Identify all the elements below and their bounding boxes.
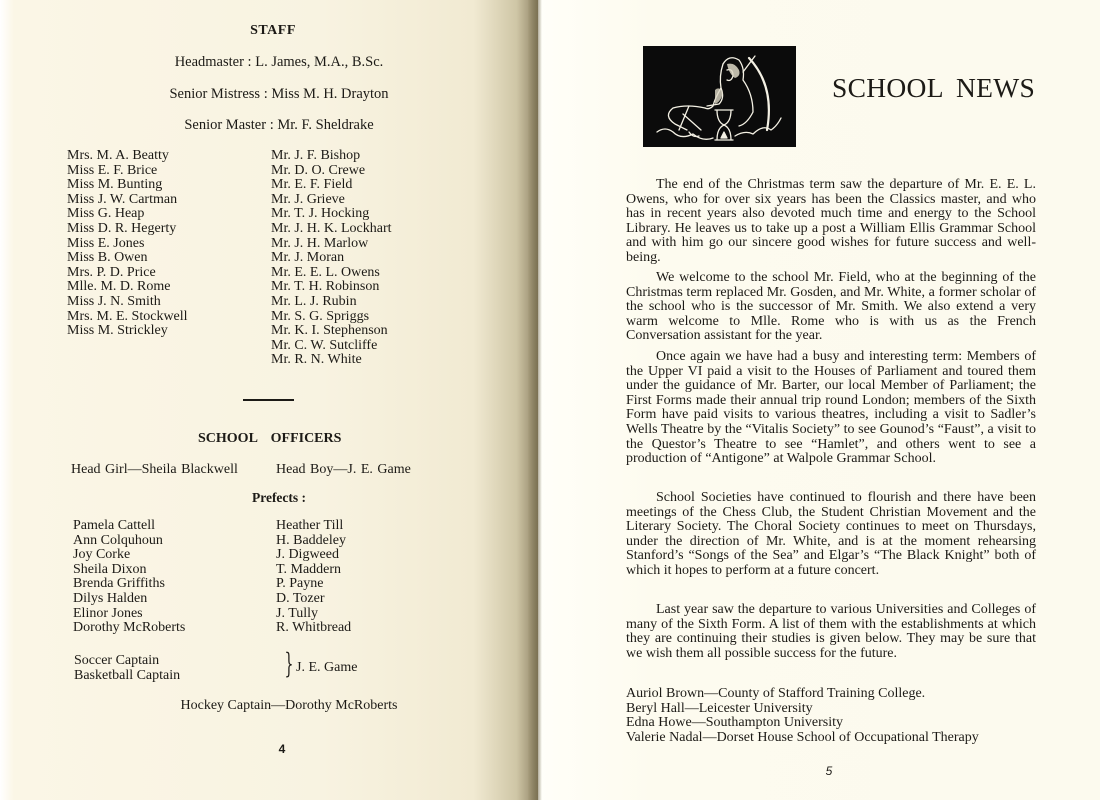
staff-member: Mr. T. J. Hocking	[271, 206, 370, 222]
graduate-entry: Auriol Brown—County of Stafford Training College.	[626, 686, 926, 701]
section-divider	[243, 399, 294, 401]
graduate-entry: Valerie Nadal—Dorset House School of Occupational Therapy	[626, 729, 979, 745]
staff-member: Miss M. Bunting	[67, 177, 163, 193]
staff-member: Mr. D. O. Crewe	[271, 162, 366, 178]
staff-member: Mrs. M. E. Stockwell	[67, 308, 188, 324]
staff-member: Miss D. R. Hegerty	[67, 220, 177, 236]
staff-member: Miss M. Strickley	[67, 323, 168, 339]
prefect: Heather Till	[276, 518, 344, 533]
brace-symbol: }	[284, 647, 294, 680]
prefect: Pamela Cattell	[73, 518, 156, 533]
news-paragraph: Once again we have had a busy and interesting term: Members of the Upper VI paid a visit to the Houses of Parliament and toured them under the guidance of Mr. Barter, our local Member of Parliament; the First Forms made their annual trip round London; members of the Sixth Form have paid visits to various theatres, including a visit to Sadler’s Wells Theatre by the “Vitalis Society” to see Gounod’s “Faust”, a visit to the Questor’s Theatre to see “Hamlet”, and others went to see a production of “Antigone” at Walpole Grammar School.	[626, 349, 1036, 467]
prefect: R. Whitbread	[276, 620, 352, 636]
staff-member: Mlle. M. D. Rome	[67, 279, 171, 295]
news-paragraph: We welcome to the school Mr. Field, who at the beginning of the Christmas term replaced Mr. Gosden, and Mr. White, a former scholar of the school who is the successor of Mr. Smith. We also extend a very warm welcome to Mlle. Rome who is with us as the French Conversation assistant for the year.	[626, 270, 1036, 344]
staff-member: Mr. S. G. Spriggs	[271, 308, 370, 324]
school-officers-heading: SCHOOL OFFICERS	[198, 431, 342, 446]
school-news-heading: SCHOOL NEWS	[832, 72, 1036, 103]
reaper-icon	[643, 46, 796, 147]
grim-reaper-illustration	[643, 46, 796, 147]
page-number-left: 4	[278, 742, 286, 756]
staff-member: Miss E. F. Brice	[67, 162, 158, 178]
graduate-entry: Beryl Hall—Leicester University	[626, 700, 813, 716]
staff-member: Mr. J. H. K. Lockhart	[271, 220, 392, 236]
basketball-captain-label: Basketball Captain	[74, 667, 181, 683]
staff-list-women	[67, 149, 188, 339]
staff-member: Miss B. Owen	[67, 250, 148, 266]
staff-member: Miss J. N. Smith	[67, 293, 161, 309]
staff-member: Miss E. Jones	[67, 235, 145, 251]
prefect: D. Tozer	[276, 590, 325, 606]
prefect: Dorothy McRoberts	[73, 620, 186, 636]
prefect: P. Payne	[276, 576, 324, 592]
news-paragraph: School Societies have continued to flourish and there have been meetings of the Chess Club, the Student Christian Movement and the Literary Society. The Choral Society continues to meet on Thursdays, under the direction of Mr. White, and is at the moment rehearsing Stanford’s “Songs of the Sea” and Elgar’s “The Black Knight” both of which it hopes to perform at a future concert.	[626, 490, 1036, 578]
graduate-entry: Edna Howe—Southampton University	[626, 715, 843, 731]
staff-member: Mr. J. Moran	[271, 250, 345, 266]
prefect: Joy Corke	[73, 547, 131, 563]
headmaster-line: Headmaster : L. James, M.A., B.Sc.	[174, 54, 384, 70]
prefect: T. Maddern	[276, 561, 342, 577]
staff-heading: STAFF	[250, 23, 296, 38]
senior-mistress-line: Senior Mistress : Miss M. H. Drayton	[169, 86, 389, 102]
prefect: H. Baddeley	[276, 532, 346, 548]
soccer-captain-label: Soccer Captain	[74, 653, 160, 668]
news-paragraph: Last year saw the departure to various Universities and Colleges of many of the Sixth Form. A list of them with the establishments at which they are continuing their studies is given below. They may be sure that we wish them all possible success for the future.	[626, 602, 1036, 661]
prefect: Dilys Halden	[73, 590, 148, 606]
staff-member: Mr. J. F. Bishop	[271, 148, 361, 163]
prefect: Ann Colquhoun	[73, 532, 163, 548]
prefect: J. Digweed	[276, 547, 339, 563]
captain-name: J. E. Game	[296, 660, 358, 675]
staff-member: Mr. J. Grieve	[271, 191, 345, 207]
graduates-list	[626, 687, 979, 745]
prefect: Sheila Dixon	[73, 561, 147, 577]
prefects-heading: Prefects :	[251, 490, 307, 505]
staff-member: Mrs. P. D. Price	[67, 264, 156, 280]
staff-member: Mr. J. H. Marlow	[271, 235, 369, 251]
staff-member: Mr. E. F. Field	[271, 177, 353, 193]
staff-member: Miss G. Heap	[67, 206, 145, 222]
prefects-list-left	[73, 519, 185, 636]
hockey-captain: Hockey Captain—Dorothy McRoberts	[180, 698, 398, 713]
staff-member: Mr. T. H. Robinson	[271, 279, 380, 295]
staff-member: Miss J. W. Cartman	[67, 191, 178, 207]
prefect: J. Tully	[276, 605, 319, 621]
head-boy: Head Boy—J. E. Game	[276, 462, 411, 477]
sports-captains	[74, 654, 180, 683]
page-number-right: 5	[825, 764, 833, 778]
staff-member: Mrs. M. A. Beatty	[67, 148, 169, 163]
prefect: Elinor Jones	[73, 605, 143, 621]
staff-member: Mr. L. J. Rubin	[271, 293, 357, 309]
staff-member: Mr. E. E. L. Owens	[271, 264, 380, 280]
senior-master-line: Senior Master : Mr. F. Sheldrake	[184, 117, 374, 133]
staff-member: Mr. C. W. Sutcliffe	[271, 337, 378, 353]
staff-member: Mr. R. N. White	[271, 352, 362, 368]
news-paragraph: The end of the Christmas term saw the departure of Mr. E. E. L. Owens, who for over six years has been the Classics master, and who has in recent years also devoted much time and energy to the School Library. He leaves us to take up a post a William Ellis Grammar School and with him go our sincere good wishes for future success and well-being.	[626, 177, 1036, 265]
head-girl: Head Girl—Sheila Blackwell	[71, 462, 238, 477]
staff-member: Mr. K. I. Stephenson	[271, 323, 388, 339]
prefects-list-right	[276, 519, 351, 636]
staff-list-men	[271, 149, 392, 368]
prefect: Brenda Griffiths	[73, 576, 165, 592]
